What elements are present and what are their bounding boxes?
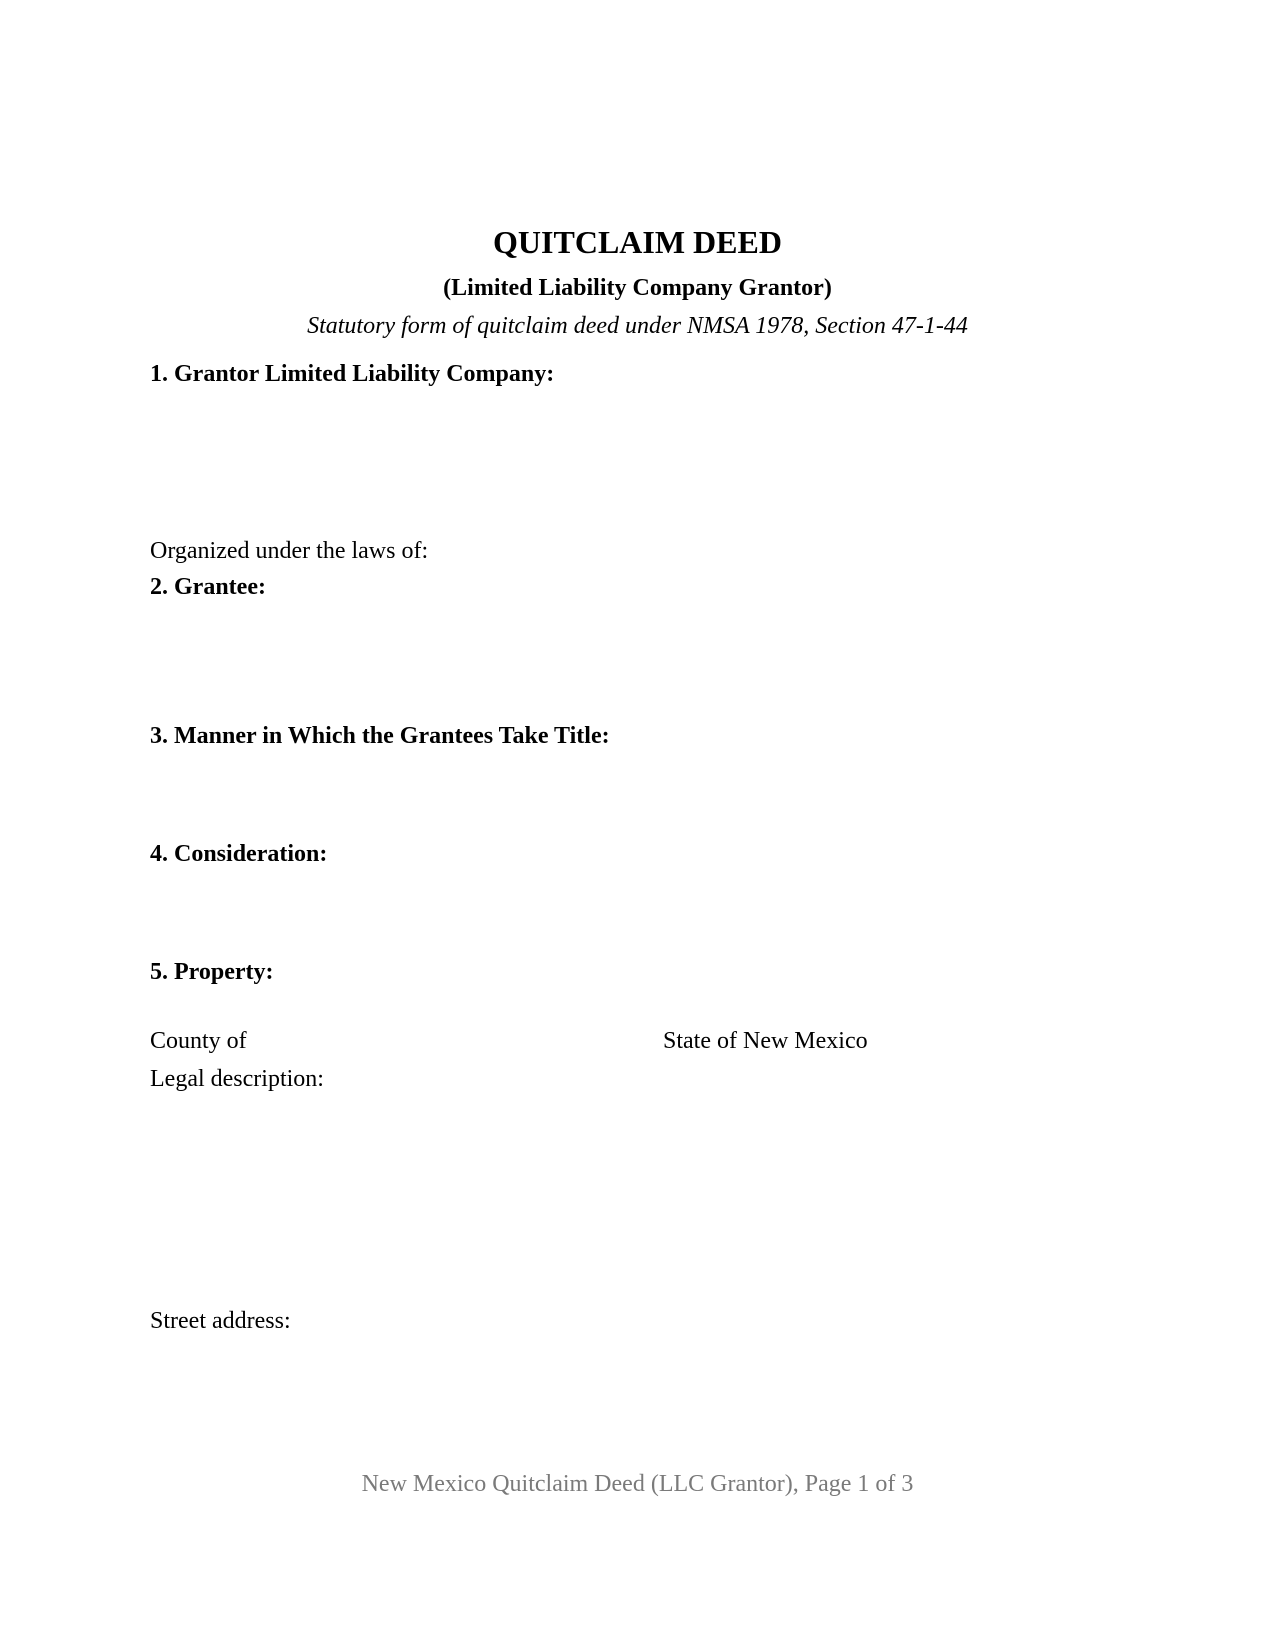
county-label: County of bbox=[150, 1028, 247, 1054]
legal-description-label: Legal description: bbox=[150, 1066, 324, 1092]
street-address-label: Street address: bbox=[150, 1308, 291, 1334]
property-heading: 5. Property: bbox=[150, 959, 274, 985]
grantee-heading: 2. Grantee: bbox=[150, 574, 266, 600]
consideration-heading: 4. Consideration: bbox=[150, 841, 328, 867]
organized-under-label: Organized under the laws of: bbox=[150, 538, 429, 564]
statute-note: Statutory form of quitclaim deed under NMSA 1978, Section 47-1-44 bbox=[307, 313, 968, 339]
document-subtitle: (Limited Liability Company Grantor) bbox=[443, 275, 832, 301]
document-title: QUITCLAIM DEED bbox=[493, 224, 782, 260]
grantor-heading: 1. Grantor Limited Liability Company: bbox=[150, 361, 555, 387]
page-footer: New Mexico Quitclaim Deed (LLC Grantor), Page 1 of 3 bbox=[361, 1471, 914, 1497]
state-label: State of New Mexico bbox=[663, 1028, 868, 1054]
manner-of-title-heading: 3. Manner in Which the Grantees Take Title: bbox=[150, 723, 610, 749]
